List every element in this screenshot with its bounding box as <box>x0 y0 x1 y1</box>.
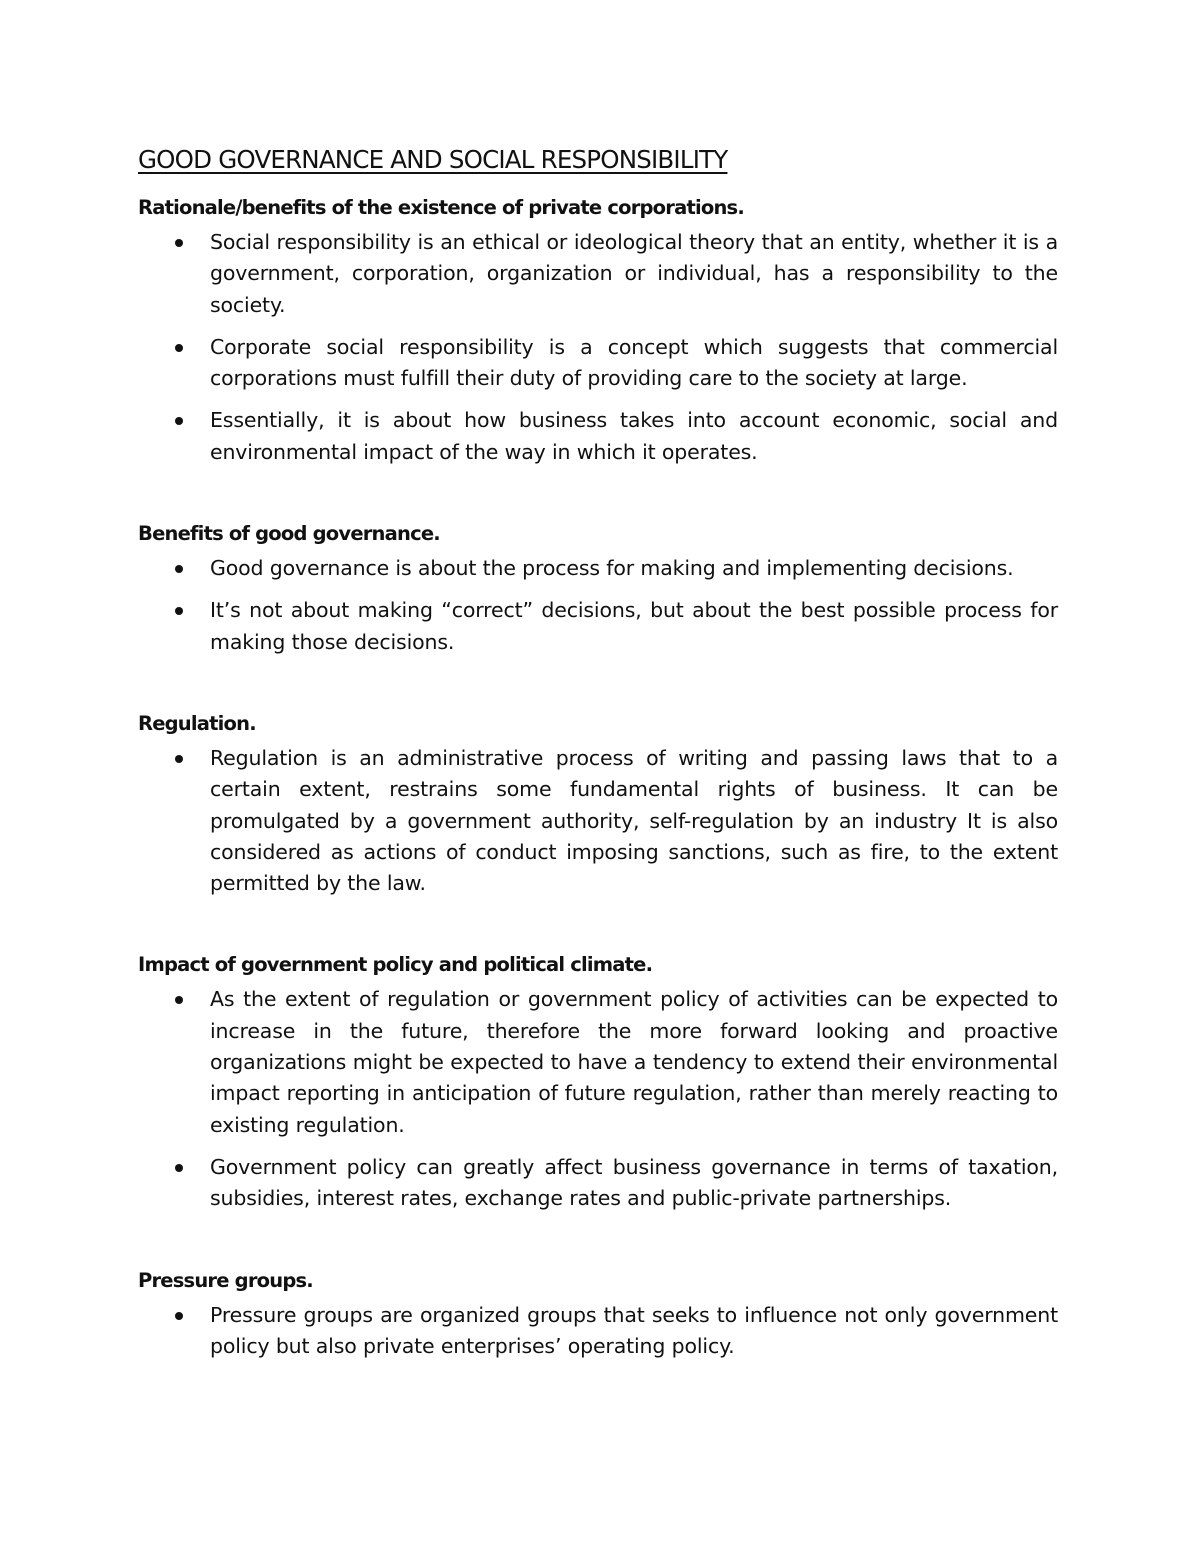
bullet-list <box>138 984 1058 1214</box>
list-item <box>138 405 1058 468</box>
list-item <box>138 553 1058 584</box>
list-item <box>138 1152 1058 1215</box>
section-heading: Regulation. <box>138 711 256 735</box>
section-heading: Benefits of good governance. <box>138 522 440 546</box>
list-item <box>138 1300 1058 1363</box>
list-item <box>138 743 1058 899</box>
bullet-list <box>138 553 1058 658</box>
section-heading: Rationale/benefits of the existence of private corporations. <box>138 196 744 219</box>
list-item <box>138 227 1058 321</box>
bullet-icon <box>175 417 183 425</box>
bullet-list <box>138 1300 1058 1363</box>
section-regulation <box>138 708 1058 899</box>
section-heading: Impact of government policy and political climate. <box>138 953 653 977</box>
list-item-text: Social responsibility is an ethical or ideological theory that an entity, whether it is a government, corporation, organization or individual, has a responsibility to the society. <box>210 230 1058 317</box>
bullet-list <box>138 227 1058 468</box>
bullet-icon <box>175 344 183 352</box>
list-item-text: Government policy can greatly affect business governance in terms of taxation, subsidies, interest rates, exchange rates and public-private partnerships. <box>210 1154 1058 1211</box>
document-title: GOOD GOVERNANCE AND SOCIAL RESPONSIBILITY <box>138 145 728 174</box>
bullet-icon <box>175 1312 183 1320</box>
list-item <box>138 984 1058 1140</box>
section-rationale <box>138 192 1058 468</box>
section-pressure-groups <box>138 1265 1058 1363</box>
section-heading: Pressure groups. <box>138 1268 313 1292</box>
bullet-icon <box>175 755 183 763</box>
list-item-text: Good governance is about the process for making and implementing decisions. <box>210 556 1014 581</box>
list-item-text: Pressure groups are organized groups that seeks to influence not only government policy but also private enterprises’ operating policy. <box>210 1302 1058 1358</box>
bullet-icon <box>175 239 183 247</box>
list-item <box>138 332 1058 395</box>
list-item-text: It’s not about making “correct” decisions, but about the best possible process for making those decisions. <box>210 598 1058 654</box>
section-benefits-good-governance <box>138 518 1058 658</box>
list-item <box>138 595 1058 658</box>
bullet-icon <box>175 996 183 1004</box>
list-item-text: Regulation is an administrative process of writing and passing laws that to a certain extent, restrains some fundamental rights of business. It can be promulgated by a government authority, self-regulation by an industry It is also considered as actions of conduct imposing sanctions, such as fire, to the extent permitted by the law. <box>210 745 1058 896</box>
list-item-text: Essentially, it is about how business takes into account economic, social and environmental impact of the way in which it operates. <box>210 408 1058 464</box>
section-government-policy <box>138 949 1058 1214</box>
document-page <box>138 140 1058 1362</box>
list-item-text: As the extent of regulation or government policy of activities can be expected to increase in the future, therefore the more forward looking and proactive organizations might be expected to have a tendency to extend their environmental impact reporting in anticipation of future regulation, rather than merely reacting to existing regulation. <box>210 987 1058 1137</box>
bullet-list <box>138 743 1058 899</box>
bullet-icon <box>175 1164 183 1172</box>
bullet-icon <box>175 565 183 573</box>
list-item-text: Corporate social responsibility is a concept which suggests that commercial corporations must fulfill their duty of providing care to the society at large. <box>210 334 1058 391</box>
bullet-icon <box>175 607 183 615</box>
